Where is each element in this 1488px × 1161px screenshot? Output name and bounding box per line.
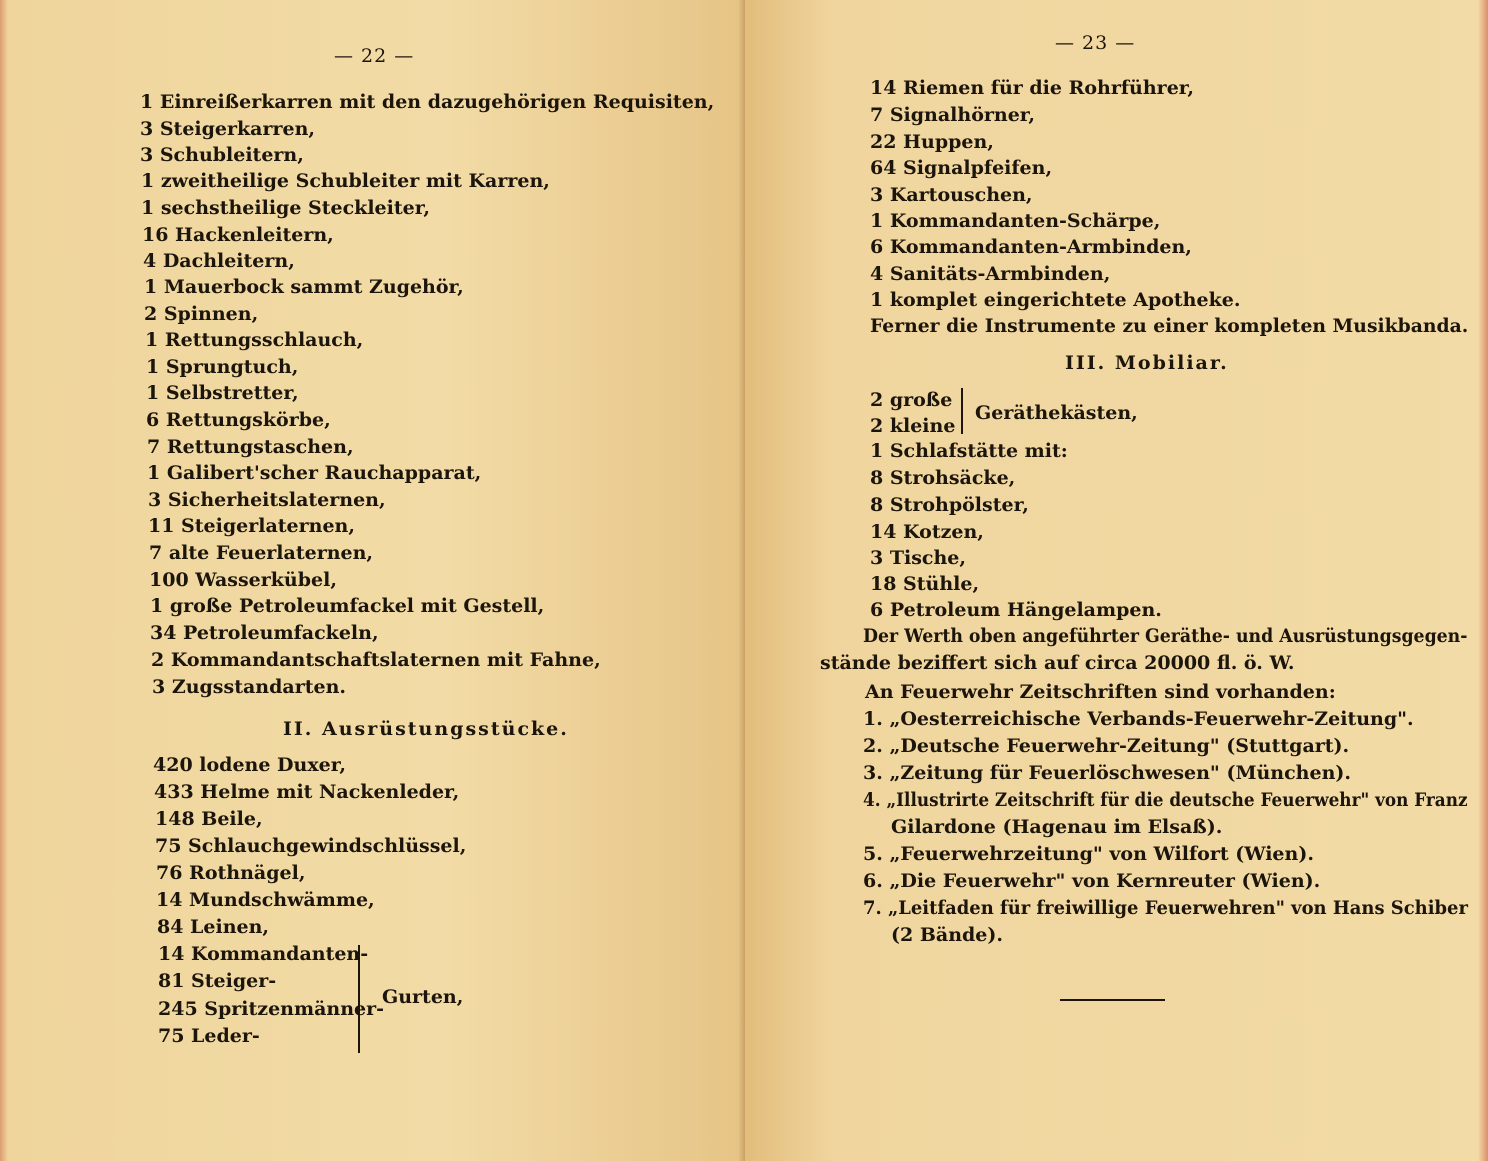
list-item: 6 Kommandanten-Armbinden, xyxy=(870,236,1192,258)
list-item: 1. „Oesterreichische Verbands-Feuerwehr-Zeitung". xyxy=(863,708,1414,730)
list-item: 6 Rettungskörbe, xyxy=(146,409,331,431)
list-item: 5. „Feuerwehrzeitung" von Wilfort (Wien). xyxy=(863,843,1314,865)
list-item: 84 Leinen, xyxy=(157,916,270,938)
list-item: 4. „Illustrirte Zeitschrift für die deutsche Feuerwehr" von Franz xyxy=(863,789,1468,811)
list-item: 6 Petroleum Hängelampen. xyxy=(870,599,1162,621)
paragraph-line: An Feuerwehr Zeitschriften sind vorhanden: xyxy=(865,681,1336,703)
list-item: 2. „Deutsche Feuerwehr-Zeitung" (Stuttgart). xyxy=(863,735,1350,757)
list-item: 81 Steiger- xyxy=(158,970,277,992)
page-number: — 23 — xyxy=(1055,32,1136,54)
list-item: 3 Schubleitern, xyxy=(140,144,304,166)
list-item: 75 Leder- xyxy=(158,1025,260,1047)
list-item: 2 Spinnen, xyxy=(144,303,259,325)
list-item: 1 zweitheilige Schubleiter mit Karren, xyxy=(141,170,550,192)
list-item: 8 Strohpölster, xyxy=(870,494,1029,516)
paragraph-line: stände beziffert sich auf circa 20000 fl. ö. W. xyxy=(820,652,1295,674)
list-item: 76 Rothnägel, xyxy=(156,862,306,884)
page-number: — 22 — xyxy=(334,45,415,67)
list-item: 1 große Petroleumfackel mit Gestell, xyxy=(150,595,545,617)
list-item: 8 Strohsäcke, xyxy=(870,467,1016,489)
list-item: 7. „Leitfaden für freiwillige Feuerwehren" von Hans Schiber xyxy=(863,897,1468,919)
list-item: 1 Selbstretter, xyxy=(146,382,299,404)
list-item: 1 Galibert'scher Rauchapparat, xyxy=(147,462,482,484)
list-item: 7 Rettungstaschen, xyxy=(147,436,354,458)
list-item: 14 Mundschwämme, xyxy=(156,889,375,911)
list-item: 7 alte Feuerlaternen, xyxy=(149,542,374,564)
list-item: 1 Mauerbock sammt Zugehör, xyxy=(144,276,464,298)
list-item: 1 Rettungsschlauch, xyxy=(145,329,364,351)
list-item: 433 Helme mit Nackenleder, xyxy=(154,781,460,803)
list-item: 6. „Die Feuerwehr" von Kernreuter (Wien). xyxy=(863,870,1321,892)
list-item: 3 Steigerkarren, xyxy=(140,118,316,140)
end-rule xyxy=(1060,999,1165,1001)
list-item: 3 Tische, xyxy=(870,547,966,569)
list-item: 75 Schlauchgewindschlüssel, xyxy=(155,835,467,857)
list-item: 3 Sicherheitslaternen, xyxy=(148,489,386,511)
list-item: 1 Sprungtuch, xyxy=(146,356,299,378)
list-item: 1 Kommandanten-Schärpe, xyxy=(870,210,1161,232)
list-item: (2 Bände). xyxy=(891,924,1003,946)
list-item: 3 Zugsstandarten. xyxy=(152,676,346,698)
list-item: 14 Kotzen, xyxy=(870,521,984,543)
list-item: 3 Kartouschen, xyxy=(870,184,1033,206)
list-item: 2 Kommandantschaftslaternen mit Fahne, xyxy=(151,649,601,671)
list-item: 1 Einreißerkarren mit den dazugehörigen Requisiten, xyxy=(140,91,715,113)
list-item: 2 große xyxy=(870,389,953,411)
brace xyxy=(961,388,963,434)
right-page xyxy=(745,0,1488,1161)
list-item: 1 komplet eingerichtete Apotheke. xyxy=(870,289,1241,311)
brace xyxy=(358,945,360,1053)
list-item: 1 sechstheilige Steckleiter, xyxy=(141,197,430,219)
boxes-label: Geräthekästen, xyxy=(975,402,1138,424)
list-item: 2 kleine xyxy=(870,415,956,437)
section-heading: II. Ausrüstungsstücke. xyxy=(283,718,569,740)
list-item: 14 Kommandanten- xyxy=(158,943,369,965)
list-item: 16 Hackenleitern, xyxy=(142,224,334,246)
list-item: Ferner die Instrumente zu einer kompleten Musikbanda. xyxy=(870,315,1469,337)
list-item: 100 Wasserkübel, xyxy=(149,569,337,591)
list-item: 22 Huppen, xyxy=(870,131,994,153)
belts-label: Gurten, xyxy=(382,986,464,1008)
section-heading: III. Mobiliar. xyxy=(1065,352,1229,374)
list-item: 11 Steigerlaternen, xyxy=(148,515,355,537)
page-edge xyxy=(1478,0,1488,1161)
list-item: 18 Stühle, xyxy=(870,573,980,595)
page-edge xyxy=(0,0,8,1161)
list-item: 14 Riemen für die Rohrführer, xyxy=(870,77,1195,99)
list-item: 148 Beile, xyxy=(155,808,263,830)
list-item: 34 Petroleumfackeln, xyxy=(150,622,379,644)
list-item: Gilardone (Hagenau im Elsaß). xyxy=(891,816,1223,838)
list-item: 64 Signalpfeifen, xyxy=(870,157,1053,179)
list-item: 420 lodene Duxer, xyxy=(153,754,347,776)
list-item: 1 Schlafstätte mit: xyxy=(870,440,1068,462)
list-item: 7 Signalhörner, xyxy=(870,104,1036,126)
paragraph-line: Der Werth oben angeführter Geräthe- und Ausrüstungsgegen- xyxy=(863,625,1468,647)
list-item: 4 Dachleitern, xyxy=(143,250,295,272)
list-item: 3. „Zeitung für Feuerlöschwesen" (München). xyxy=(863,762,1351,784)
list-item: 245 Spritzenmänner- xyxy=(158,998,385,1020)
list-item: 4 Sanitäts-Armbinden, xyxy=(870,263,1111,285)
